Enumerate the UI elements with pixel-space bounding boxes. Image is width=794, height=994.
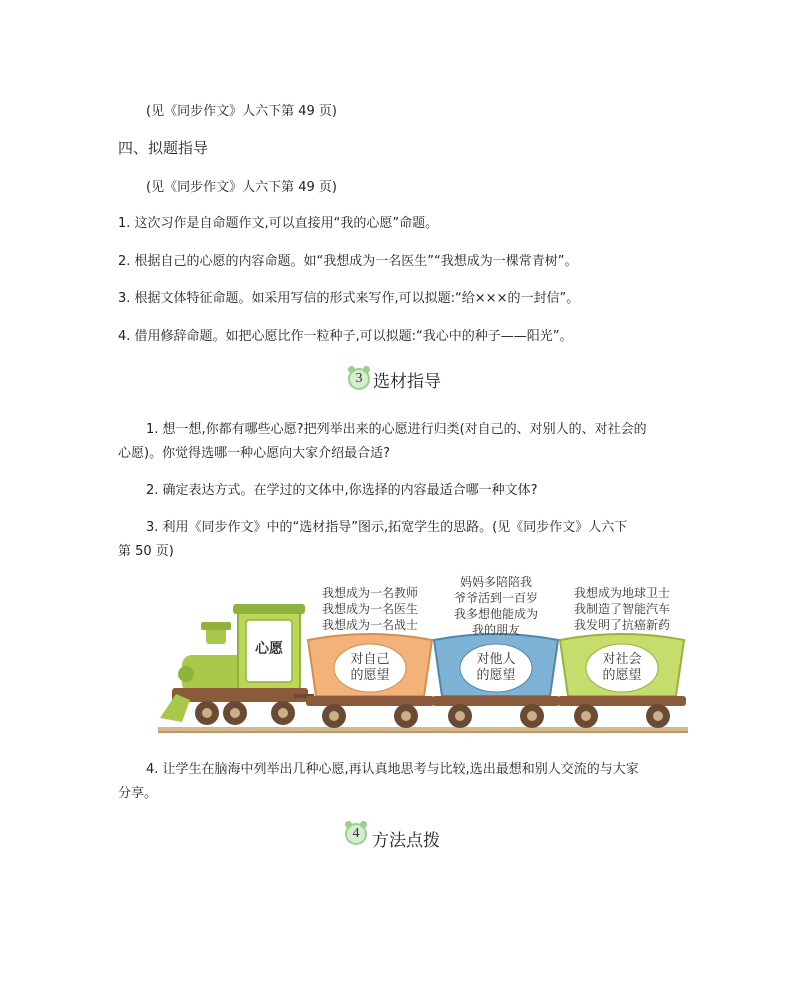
engine-label: 心愿 [255,641,283,657]
title-item-3: 3. 根据文体特征命题。如采用写信的形式来写作,可以拟题:“给×××的一封信”。 [118,291,580,306]
wish-text: 我制造了智能汽车 [573,602,670,616]
section-3-number-badge: 3 [348,368,370,390]
material-point-3b: 第 50 页) [118,544,174,559]
wish-text: 我发明了抗癌新药 [573,618,670,632]
material-point-1b: 心愿)。你觉得选哪一种心愿向大家介绍最合适? [118,446,390,461]
material-point-4b: 分享。 [118,786,158,801]
reference-line-2: (见《同步作文》人六下第 49 页) [146,180,337,195]
wish-text: 我想成为一名战士 [321,618,418,632]
title-item-2: 2. 根据自己的心愿的内容命题。如“我想成为一名医生”“我想成为一棵常青树”。 [118,254,578,269]
section-4-title: 方法点拨 [372,831,440,851]
wagon-others-label-line: 的愿望 [476,668,516,683]
wagon-self-label-line: 对自己 [350,652,390,667]
material-point-1a: 1. 想一想,你都有哪些心愿?把列举出来的心愿进行归类(对自己的、对别人的、对社会的 [146,422,647,437]
wagon-society-label-line: 对社会 [602,652,642,667]
rail-track-shadow [158,731,688,733]
wish-text: 我的朋友 [471,623,520,637]
wish-text: 爷爷活到一百岁 [453,591,538,605]
material-point-2: 2. 确定表达方式。在学过的文体中,你选择的内容最适合哪一种文体? [146,483,538,498]
material-point-4a: 4. 让学生在脑海中列举出几种心愿,再认真地思考与比较,选出最想和别人交流的与大家 [146,762,639,777]
wagon-others-label-line: 对他人 [476,652,516,667]
wagon-society-label [586,652,658,684]
wish-text: 我想成为一名医生 [321,602,418,616]
rail-track [158,727,688,731]
wish-text: 我多想他能成为 [453,607,538,621]
wagon-self-label-line: 的愿望 [350,668,390,683]
wagon-self-label [334,652,406,684]
heading-title-guidance: 四、拟题指导 [118,139,209,157]
section-3-title: 选材指导 [373,372,441,392]
locomotive [160,604,314,725]
title-item-4: 4. 借用修辞命题。如把心愿比作一粒种子,可以拟题:“我心中的种子——阳光”。 [118,329,573,344]
wishes-self [310,585,430,633]
wish-text: 妈妈多陪陪我 [459,575,532,589]
wagon-others-label [460,652,532,684]
wish-text: 我想成为一名教师 [321,586,418,600]
material-point-3a: 3. 利用《同步作文》中的“选材指导”图示,拓宽学生的思路。(见《同步作文》人六下 [146,520,628,535]
wishes-others [434,574,558,638]
wish-text: 我想成为地球卫士 [573,586,670,600]
section-4-number-badge: 4 [345,823,367,845]
reference-line-1: (见《同步作文》人六下第 49 页) [146,104,337,119]
wagon-society-label-line: 的愿望 [602,668,642,683]
wishes-society [560,585,684,633]
title-item-1: 1. 这次习作是自命题作文,可以直接用“我的心愿”命题。 [118,216,439,231]
